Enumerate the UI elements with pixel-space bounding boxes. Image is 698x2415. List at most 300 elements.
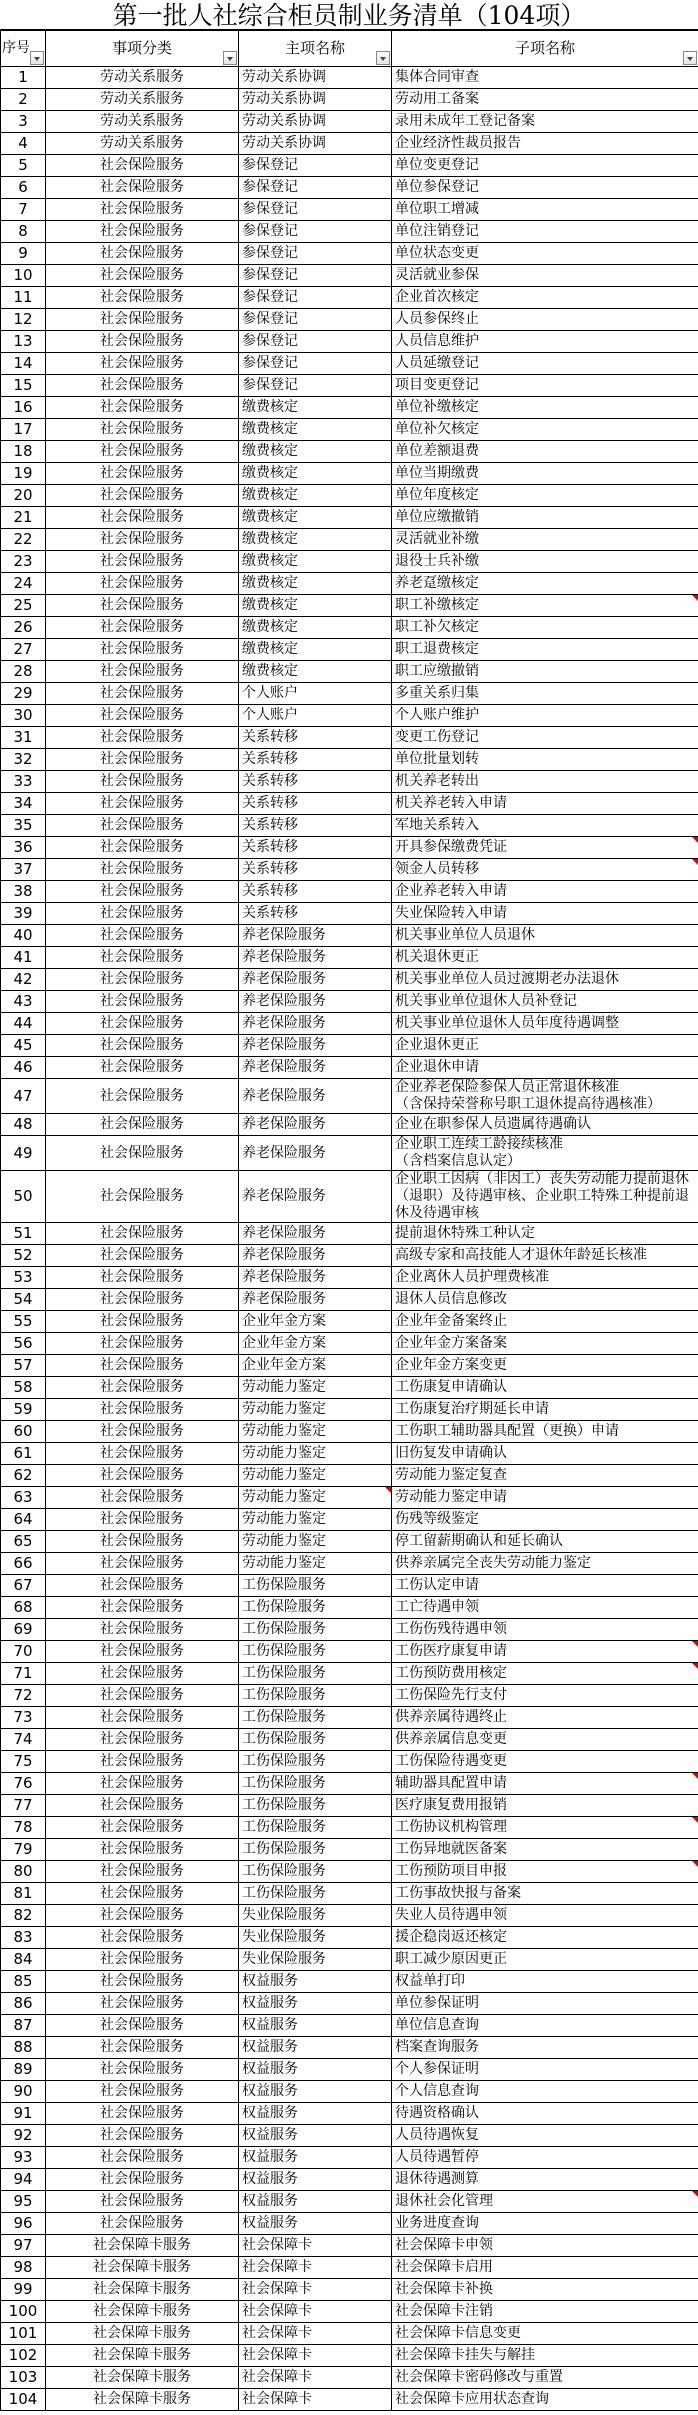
cell-category[interactable] [46, 221, 239, 243]
comment-indicator-icon[interactable] [692, 1773, 698, 1779]
cell-category[interactable] [46, 925, 239, 947]
cell-main[interactable] [239, 1289, 392, 1311]
cell-sub[interactable] [392, 1707, 698, 1729]
cell-no[interactable] [1, 2037, 46, 2059]
cell-sub[interactable] [392, 1223, 698, 1245]
cell-main[interactable] [239, 2323, 392, 2345]
cell-sub[interactable] [392, 485, 698, 507]
cell-main[interactable] [239, 1355, 392, 1377]
cell-category[interactable] [46, 287, 239, 309]
cell-main[interactable] [239, 1311, 392, 1333]
cell-sub[interactable] [392, 419, 698, 441]
cell-no[interactable] [1, 1619, 46, 1641]
cell-sub[interactable] [392, 793, 698, 815]
cell-category[interactable] [46, 1035, 239, 1057]
cell-main[interactable] [239, 815, 392, 837]
cell-main[interactable] [239, 111, 392, 133]
cell-no[interactable] [1, 67, 46, 89]
cell-no[interactable] [1, 2323, 46, 2345]
cell-category[interactable] [46, 1729, 239, 1751]
cell-main[interactable] [239, 309, 392, 331]
cell-main[interactable] [239, 1465, 392, 1487]
cell-sub[interactable] [392, 1641, 698, 1663]
cell-category[interactable] [46, 2081, 239, 2103]
cell-sub[interactable] [392, 309, 698, 331]
cell-sub[interactable] [392, 1773, 698, 1795]
cell-main[interactable] [239, 639, 392, 661]
cell-category[interactable] [46, 353, 239, 375]
cell-sub[interactable] [392, 1114, 698, 1136]
cell-sub[interactable] [392, 67, 698, 89]
cell-category[interactable] [46, 969, 239, 991]
cell-sub[interactable] [392, 1927, 698, 1949]
cell-sub[interactable] [392, 133, 698, 155]
cell-sub[interactable] [392, 1509, 698, 1531]
cell-sub[interactable] [392, 2345, 698, 2367]
cell-sub[interactable] [392, 1355, 698, 1377]
cell-sub[interactable] [392, 111, 698, 133]
cell-no[interactable] [1, 969, 46, 991]
cell-no[interactable] [1, 1575, 46, 1597]
cell-category[interactable] [46, 1971, 239, 1993]
cell-main[interactable] [239, 859, 392, 881]
cell-category[interactable] [46, 727, 239, 749]
cell-sub[interactable] [392, 1136, 698, 1171]
cell-no[interactable] [1, 925, 46, 947]
cell-sub[interactable] [392, 221, 698, 243]
cell-main[interactable] [239, 837, 392, 859]
cell-sub[interactable] [392, 397, 698, 419]
cell-category[interactable] [46, 331, 239, 353]
cell-sub[interactable] [392, 1751, 698, 1773]
cell-no[interactable] [1, 331, 46, 353]
cell-category[interactable] [46, 2213, 239, 2235]
cell-no[interactable] [1, 705, 46, 727]
cell-no[interactable] [1, 1311, 46, 1333]
cell-main[interactable] [239, 2279, 392, 2301]
cell-sub[interactable] [392, 1333, 698, 1355]
cell-sub[interactable] [392, 529, 698, 551]
cell-no[interactable] [1, 1707, 46, 1729]
cell-main[interactable] [239, 1795, 392, 1817]
cell-no[interactable] [1, 903, 46, 925]
cell-main[interactable] [239, 2169, 392, 2191]
cell-category[interactable] [46, 2235, 239, 2257]
cell-category[interactable] [46, 419, 239, 441]
cell-main[interactable] [239, 89, 392, 111]
cell-main[interactable] [239, 1531, 392, 1553]
cell-main[interactable] [239, 485, 392, 507]
cell-main[interactable] [239, 2389, 392, 2411]
cell-sub[interactable] [392, 551, 698, 573]
cell-category[interactable] [46, 661, 239, 683]
cell-sub[interactable] [392, 375, 698, 397]
cell-no[interactable] [1, 1223, 46, 1245]
cell-main[interactable] [239, 2235, 392, 2257]
cell-sub[interactable] [392, 2279, 698, 2301]
comment-indicator-icon[interactable] [692, 837, 698, 843]
cell-sub[interactable] [392, 947, 698, 969]
comment-indicator-icon[interactable] [692, 2191, 698, 2197]
cell-category[interactable] [46, 155, 239, 177]
cell-category[interactable] [46, 617, 239, 639]
cell-no[interactable] [1, 2367, 46, 2389]
cell-category[interactable] [46, 111, 239, 133]
cell-sub[interactable] [392, 727, 698, 749]
cell-category[interactable] [46, 1223, 239, 1245]
cell-category[interactable] [46, 1136, 239, 1171]
cell-category[interactable] [46, 749, 239, 771]
cell-main[interactable] [239, 1171, 392, 1223]
cell-sub[interactable] [392, 1487, 698, 1509]
cell-main[interactable] [239, 463, 392, 485]
cell-sub[interactable] [392, 859, 698, 881]
cell-category[interactable] [46, 947, 239, 969]
cell-category[interactable] [46, 1949, 239, 1971]
cell-sub[interactable] [392, 1079, 698, 1114]
cell-category[interactable] [46, 507, 239, 529]
cell-no[interactable] [1, 749, 46, 771]
cell-category[interactable] [46, 89, 239, 111]
cell-category[interactable] [46, 397, 239, 419]
cell-sub[interactable] [392, 1289, 698, 1311]
cell-sub[interactable] [392, 749, 698, 771]
cell-sub[interactable] [392, 1013, 698, 1035]
cell-category[interactable] [46, 485, 239, 507]
cell-no[interactable] [1, 1927, 46, 1949]
filter-dropdown-icon[interactable] [30, 51, 44, 65]
comment-indicator-icon[interactable] [692, 1663, 698, 1669]
cell-no[interactable] [1, 683, 46, 705]
cell-category[interactable] [46, 1707, 239, 1729]
cell-sub[interactable] [392, 837, 698, 859]
cell-category[interactable] [46, 2367, 239, 2389]
cell-category[interactable] [46, 793, 239, 815]
cell-main[interactable] [239, 2301, 392, 2323]
cell-no[interactable] [1, 309, 46, 331]
cell-category[interactable] [46, 705, 239, 727]
cell-main[interactable] [239, 1883, 392, 1905]
cell-main[interactable] [239, 1114, 392, 1136]
cell-main[interactable] [239, 903, 392, 925]
cell-main[interactable] [239, 705, 392, 727]
cell-no[interactable] [1, 617, 46, 639]
cell-no[interactable] [1, 859, 46, 881]
cell-no[interactable] [1, 1773, 46, 1795]
cell-no[interactable] [1, 771, 46, 793]
cell-main[interactable] [239, 2015, 392, 2037]
cell-category[interactable] [46, 551, 239, 573]
cell-category[interactable] [46, 1993, 239, 2015]
cell-no[interactable] [1, 1839, 46, 1861]
cell-sub[interactable] [392, 1597, 698, 1619]
cell-category[interactable] [46, 2037, 239, 2059]
cell-sub[interactable] [392, 2037, 698, 2059]
cell-sub[interactable] [392, 1035, 698, 1057]
cell-category[interactable] [46, 1861, 239, 1883]
cell-main[interactable] [239, 749, 392, 771]
cell-sub[interactable] [392, 1553, 698, 1575]
cell-no[interactable] [1, 1035, 46, 1057]
cell-sub[interactable] [392, 1839, 698, 1861]
cell-main[interactable] [239, 1663, 392, 1685]
cell-category[interactable] [46, 639, 239, 661]
cell-sub[interactable] [392, 2059, 698, 2081]
cell-category[interactable] [46, 1333, 239, 1355]
cell-no[interactable] [1, 1817, 46, 1839]
cell-category[interactable] [46, 881, 239, 903]
cell-no[interactable] [1, 1465, 46, 1487]
cell-main[interactable] [239, 375, 392, 397]
cell-sub[interactable] [392, 1795, 698, 1817]
cell-no[interactable] [1, 507, 46, 529]
cell-category[interactable] [46, 1883, 239, 1905]
cell-no[interactable] [1, 2081, 46, 2103]
cell-no[interactable] [1, 2235, 46, 2257]
cell-main[interactable] [239, 1993, 392, 2015]
filter-dropdown-icon[interactable] [223, 51, 237, 65]
cell-sub[interactable] [392, 881, 698, 903]
cell-no[interactable] [1, 1531, 46, 1553]
cell-sub[interactable] [392, 1311, 698, 1333]
cell-no[interactable] [1, 529, 46, 551]
cell-no[interactable] [1, 1971, 46, 1993]
cell-sub[interactable] [392, 815, 698, 837]
cell-main[interactable] [239, 265, 392, 287]
cell-category[interactable] [46, 1399, 239, 1421]
cell-category[interactable] [46, 463, 239, 485]
cell-sub[interactable] [392, 1245, 698, 1267]
cell-category[interactable] [46, 2147, 239, 2169]
cell-main[interactable] [239, 419, 392, 441]
cell-main[interactable] [239, 1575, 392, 1597]
cell-main[interactable] [239, 1861, 392, 1883]
cell-no[interactable] [1, 573, 46, 595]
cell-main[interactable] [239, 1729, 392, 1751]
cell-category[interactable] [46, 595, 239, 617]
cell-no[interactable] [1, 727, 46, 749]
cell-category[interactable] [46, 1553, 239, 1575]
cell-sub[interactable] [392, 199, 698, 221]
cell-no[interactable] [1, 2279, 46, 2301]
cell-no[interactable] [1, 793, 46, 815]
cell-category[interactable] [46, 1905, 239, 1927]
cell-no[interactable] [1, 1553, 46, 1575]
cell-sub[interactable] [392, 573, 698, 595]
cell-no[interactable] [1, 837, 46, 859]
cell-no[interactable] [1, 133, 46, 155]
cell-main[interactable] [239, 2059, 392, 2081]
comment-indicator-icon[interactable] [385, 1487, 391, 1493]
cell-no[interactable] [1, 2389, 46, 2411]
cell-category[interactable] [46, 243, 239, 265]
cell-category[interactable] [46, 2015, 239, 2037]
cell-no[interactable] [1, 2301, 46, 2323]
cell-main[interactable] [239, 1597, 392, 1619]
cell-no[interactable] [1, 89, 46, 111]
cell-sub[interactable] [392, 265, 698, 287]
cell-no[interactable] [1, 397, 46, 419]
cell-sub[interactable] [392, 2147, 698, 2169]
cell-no[interactable] [1, 1079, 46, 1114]
cell-sub[interactable] [392, 2081, 698, 2103]
cell-main[interactable] [239, 287, 392, 309]
cell-main[interactable] [239, 683, 392, 705]
cell-sub[interactable] [392, 441, 698, 463]
cell-sub[interactable] [392, 1861, 698, 1883]
cell-sub[interactable] [392, 1729, 698, 1751]
cell-no[interactable] [1, 2191, 46, 2213]
cell-category[interactable] [46, 1509, 239, 1531]
cell-main[interactable] [239, 2213, 392, 2235]
cell-no[interactable] [1, 1795, 46, 1817]
cell-sub[interactable] [392, 507, 698, 529]
cell-category[interactable] [46, 2059, 239, 2081]
cell-main[interactable] [239, 1971, 392, 1993]
cell-main[interactable] [239, 1421, 392, 1443]
cell-main[interactable] [239, 1927, 392, 1949]
cell-category[interactable] [46, 2345, 239, 2367]
cell-category[interactable] [46, 1751, 239, 1773]
cell-sub[interactable] [392, 1171, 698, 1223]
cell-no[interactable] [1, 177, 46, 199]
cell-no[interactable] [1, 419, 46, 441]
cell-main[interactable] [239, 1035, 392, 1057]
cell-sub[interactable] [392, 969, 698, 991]
comment-indicator-icon[interactable] [692, 1817, 698, 1823]
cell-sub[interactable] [392, 2367, 698, 2389]
filter-dropdown-icon[interactable] [376, 51, 390, 65]
cell-main[interactable] [239, 793, 392, 815]
cell-no[interactable] [1, 2125, 46, 2147]
cell-no[interactable] [1, 1487, 46, 1509]
cell-category[interactable] [46, 2103, 239, 2125]
cell-category[interactable] [46, 67, 239, 89]
cell-sub[interactable] [392, 1531, 698, 1553]
cell-main[interactable] [239, 2191, 392, 2213]
cell-main[interactable] [239, 353, 392, 375]
cell-no[interactable] [1, 1751, 46, 1773]
cell-no[interactable] [1, 463, 46, 485]
cell-no[interactable] [1, 1883, 46, 1905]
cell-category[interactable] [46, 1487, 239, 1509]
cell-main[interactable] [239, 947, 392, 969]
cell-no[interactable] [1, 265, 46, 287]
cell-category[interactable] [46, 903, 239, 925]
cell-sub[interactable] [392, 595, 698, 617]
cell-main[interactable] [239, 155, 392, 177]
cell-sub[interactable] [392, 925, 698, 947]
cell-no[interactable] [1, 2147, 46, 2169]
cell-sub[interactable] [392, 1685, 698, 1707]
cell-category[interactable] [46, 837, 239, 859]
cell-no[interactable] [1, 1685, 46, 1707]
cell-category[interactable] [46, 1773, 239, 1795]
cell-category[interactable] [46, 1685, 239, 1707]
cell-main[interactable] [239, 397, 392, 419]
cell-sub[interactable] [392, 331, 698, 353]
cell-sub[interactable] [392, 1993, 698, 2015]
cell-sub[interactable] [392, 1575, 698, 1597]
cell-sub[interactable] [392, 661, 698, 683]
filter-dropdown-icon[interactable] [683, 51, 697, 65]
cell-main[interactable] [239, 727, 392, 749]
cell-category[interactable] [46, 1079, 239, 1114]
cell-no[interactable] [1, 287, 46, 309]
cell-main[interactable] [239, 1751, 392, 1773]
cell-sub[interactable] [392, 617, 698, 639]
cell-category[interactable] [46, 1443, 239, 1465]
cell-no[interactable] [1, 551, 46, 573]
cell-main[interactable] [239, 771, 392, 793]
cell-main[interactable] [239, 991, 392, 1013]
cell-category[interactable] [46, 265, 239, 287]
cell-sub[interactable] [392, 1421, 698, 1443]
cell-main[interactable] [239, 2345, 392, 2367]
cell-category[interactable] [46, 1245, 239, 1267]
cell-no[interactable] [1, 661, 46, 683]
cell-category[interactable] [46, 2191, 239, 2213]
cell-category[interactable] [46, 1289, 239, 1311]
cell-no[interactable] [1, 155, 46, 177]
cell-main[interactable] [239, 507, 392, 529]
cell-no[interactable] [1, 485, 46, 507]
cell-category[interactable] [46, 1531, 239, 1553]
cell-main[interactable] [239, 969, 392, 991]
cell-no[interactable] [1, 1289, 46, 1311]
cell-sub[interactable] [392, 463, 698, 485]
cell-no[interactable] [1, 1949, 46, 1971]
cell-no[interactable] [1, 1443, 46, 1465]
cell-no[interactable] [1, 1641, 46, 1663]
cell-main[interactable] [239, 331, 392, 353]
cell-no[interactable] [1, 243, 46, 265]
cell-no[interactable] [1, 947, 46, 969]
cell-main[interactable] [239, 1443, 392, 1465]
cell-main[interactable] [239, 1685, 392, 1707]
cell-main[interactable] [239, 221, 392, 243]
cell-sub[interactable] [392, 2235, 698, 2257]
cell-main[interactable] [239, 1949, 392, 1971]
cell-no[interactable] [1, 1905, 46, 1927]
cell-sub[interactable] [392, 1883, 698, 1905]
cell-sub[interactable] [392, 243, 698, 265]
cell-category[interactable] [46, 991, 239, 1013]
cell-main[interactable] [239, 133, 392, 155]
cell-sub[interactable] [392, 1443, 698, 1465]
cell-sub[interactable] [392, 2389, 698, 2411]
cell-category[interactable] [46, 1597, 239, 1619]
cell-no[interactable] [1, 2015, 46, 2037]
cell-sub[interactable] [392, 1905, 698, 1927]
cell-main[interactable] [239, 1057, 392, 1079]
cell-sub[interactable] [392, 2103, 698, 2125]
cell-no[interactable] [1, 1421, 46, 1443]
cell-no[interactable] [1, 353, 46, 375]
cell-category[interactable] [46, 2323, 239, 2345]
cell-no[interactable] [1, 595, 46, 617]
cell-category[interactable] [46, 2389, 239, 2411]
cell-main[interactable] [239, 1487, 392, 1509]
cell-category[interactable] [46, 1114, 239, 1136]
cell-category[interactable] [46, 1171, 239, 1223]
cell-no[interactable] [1, 1377, 46, 1399]
cell-main[interactable] [239, 2103, 392, 2125]
cell-sub[interactable] [392, 2301, 698, 2323]
cell-no[interactable] [1, 2169, 46, 2191]
cell-sub[interactable] [392, 2125, 698, 2147]
cell-category[interactable] [46, 1663, 239, 1685]
